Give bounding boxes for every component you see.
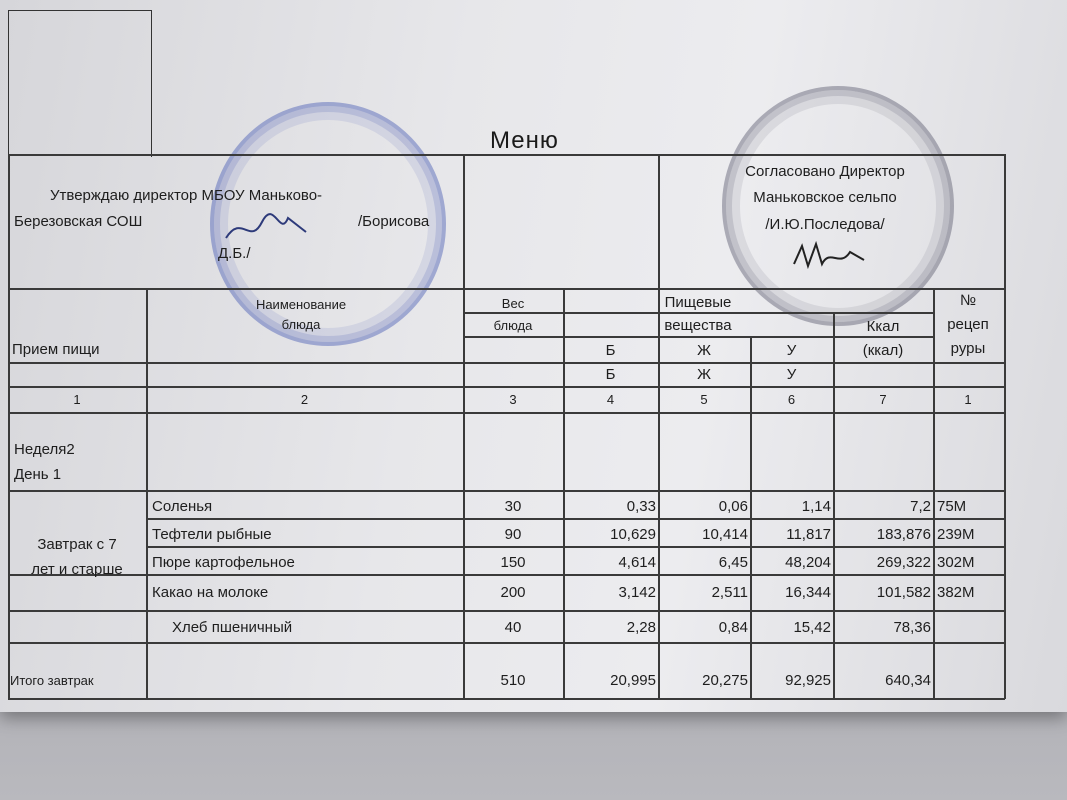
row-dish: Какао на молоке (152, 584, 269, 601)
row-weight: 200 (500, 584, 526, 601)
row-kcal: 7,2 (910, 498, 931, 515)
approve-right-line-3: /И.Ю.Последова/ (765, 216, 885, 233)
approve-left-name: /Борисова (358, 213, 430, 230)
header-meal: Прием пищи (12, 341, 100, 358)
col-number-8: 1 (964, 392, 972, 407)
row-kcal: 269,322 (876, 554, 931, 571)
row-dish: Тефтели рыбные (152, 526, 272, 543)
week-label: Неделя2 (14, 441, 75, 458)
row-u: 15,42 (793, 619, 831, 636)
row-kcal: 101,582 (876, 584, 931, 601)
row-zh: 2,511 (711, 584, 748, 601)
row-u: 1,14 (801, 498, 831, 515)
total-weight: 510 (500, 672, 526, 689)
row-recipe: 239М (937, 526, 975, 543)
row-kcal: 78,36 (893, 619, 931, 636)
menu-table (8, 154, 1005, 699)
header-weight-1: Вес (501, 296, 525, 311)
header-recipe-1: № (959, 292, 977, 309)
corner-box (8, 10, 152, 157)
row-weight: 90 (504, 526, 522, 543)
header-b-repeat: Б (605, 366, 616, 383)
total-u: 92,925 (785, 672, 831, 689)
header-dish-2: блюда (281, 317, 321, 332)
col-number-1: 1 (73, 392, 81, 407)
row-b: 10,629 (610, 526, 656, 543)
col-number-2: 2 (300, 392, 309, 407)
row-zh: 6,45 (718, 554, 748, 571)
day-label: День 1 (14, 466, 62, 483)
header-u: У (786, 342, 797, 359)
header-zh: Ж (697, 342, 711, 359)
col-number-4: 4 (606, 392, 615, 407)
row-recipe: 382М (937, 584, 975, 601)
header-nutrients-1: Пищевые (664, 294, 732, 311)
header-kcal-1: Ккал (866, 318, 900, 335)
row-b: 2,28 (626, 619, 656, 636)
row-dish: Хлеб пшеничный (172, 619, 293, 636)
row-b: 0,33 (626, 498, 656, 515)
row-weight: 40 (504, 619, 522, 636)
meal-label-2: лет и старше (31, 561, 123, 578)
row-kcal: 183,876 (876, 526, 931, 543)
total-b: 20,995 (610, 672, 656, 689)
row-dish: Пюре картофельное (152, 554, 295, 571)
row-u: 11,817 (786, 526, 831, 543)
header-weight-2: блюда (493, 318, 533, 333)
row-b: 3,142 (618, 584, 656, 601)
col-number-6: 6 (787, 392, 796, 407)
meal-label-1: Завтрак с 7 (37, 536, 117, 553)
header-nutrients-2: вещества (664, 317, 732, 334)
page-title: Меню (490, 127, 559, 154)
total-label: Итого завтрак (10, 673, 94, 688)
col-number-7: 7 (879, 392, 887, 407)
header-recipe-3: руры (950, 340, 986, 357)
row-recipe: 302М (937, 554, 975, 571)
row-zh: 0,06 (718, 498, 748, 515)
row-weight: 150 (500, 554, 526, 571)
col-number-5: 5 (700, 392, 708, 407)
row-b: 4,614 (618, 554, 656, 571)
total-zh: 20,275 (702, 672, 748, 689)
header-dish-1: Наименование (255, 297, 347, 312)
row-weight: 30 (504, 498, 522, 515)
approve-right-line-1: Согласовано Директор (745, 163, 905, 180)
approve-left-line-2: Березовская СОШ (14, 213, 143, 230)
col-number-3: 3 (509, 392, 517, 407)
header-kcal-2: (ккал) (862, 342, 904, 359)
row-u: 16,344 (785, 584, 831, 601)
row-recipe: 75М (937, 498, 967, 515)
header-u-repeat: У (786, 366, 797, 383)
row-u: 48,204 (785, 554, 831, 571)
total-kcal: 640,34 (885, 672, 931, 689)
approve-right-line-2: Маньковское сельпо (753, 189, 897, 206)
approve-left-line-1: Утверждаю директор МБОУ Маньково- (50, 187, 323, 204)
header-b: Б (605, 342, 616, 359)
row-dish: Соленья (152, 498, 213, 515)
approve-left-initials: Д.Б./ (218, 245, 251, 262)
header-recipe-2: рецеп (947, 316, 989, 333)
row-zh: 10,414 (702, 526, 748, 543)
row-zh: 0,84 (718, 619, 748, 636)
header-zh-repeat: Ж (697, 366, 711, 383)
